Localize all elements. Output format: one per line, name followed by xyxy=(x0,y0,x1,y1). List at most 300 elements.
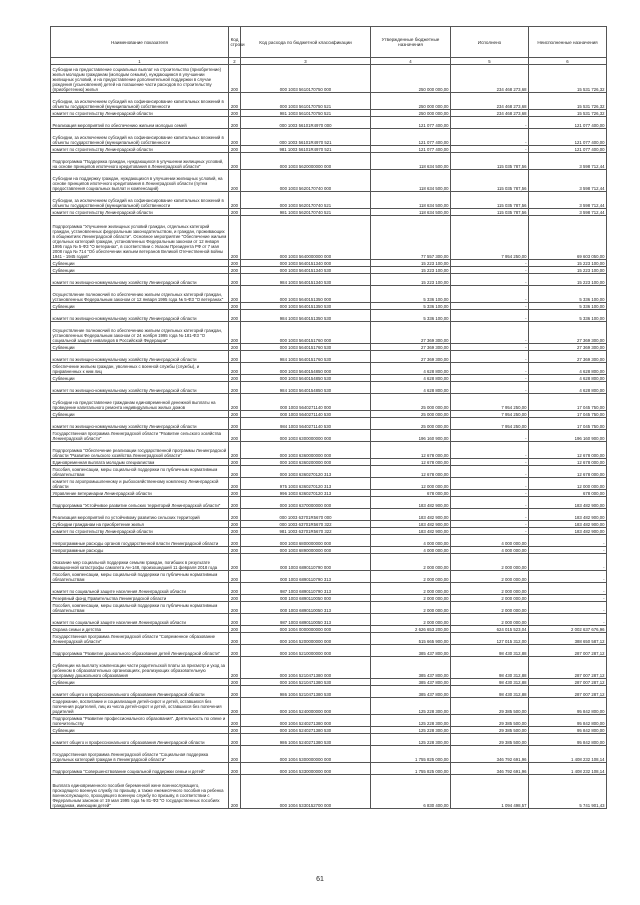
row-unexecuted-cell: 121 077 400,00 xyxy=(529,146,607,153)
row-kbk-cell: 000 1003 5640000000 000 xyxy=(241,216,371,260)
row-kbk-cell: 984 1003 5640271140 530 xyxy=(241,418,371,430)
row-code-cell: 200 xyxy=(229,686,241,698)
row-name-cell: Субсидии на предоставление гражданам единовременной денежной выплаты на проведение капитального ремонта индивидуальных жилых домов xyxy=(51,394,229,411)
column-number: 3 xyxy=(241,58,371,65)
row-name-cell: Субсидии, за исключением субсидий на софинансирование капитальных вложений в объекты государственной (муниципальной) собственности xyxy=(51,93,229,110)
row-kbk-cell: 000 1003 6890110050 313 xyxy=(241,602,371,614)
row-approved-cell: 77 557 300,00 xyxy=(371,216,451,260)
table-row xyxy=(51,521,607,528)
row-approved-cell: 250 000 000,00 xyxy=(371,93,451,110)
column-header-unexecuted: Неисполненные назначения xyxy=(529,27,607,58)
row-name-cell: Непрограммные расходы органов государственной власти Ленинградской области xyxy=(51,535,229,547)
table-row xyxy=(51,129,607,146)
row-executed-cell: - xyxy=(451,260,529,267)
row-code-cell: 200 xyxy=(229,466,241,478)
row-unexecuted-cell: 12 678 000,00 xyxy=(529,442,607,459)
row-code-cell: 200 xyxy=(229,679,241,686)
row-kbk-cell: 986 1004 5240271380 530 xyxy=(241,734,371,746)
table-row xyxy=(51,322,607,344)
row-kbk-cell: 000 1003 6890000000 000 xyxy=(241,547,371,554)
row-code-cell: 200 xyxy=(229,657,241,679)
row-approved-cell: 183 482 900,00 xyxy=(371,521,451,528)
row-code-cell: 200 xyxy=(229,322,241,344)
row-name-cell: комитет по строительству Ленинградской области xyxy=(51,110,229,117)
row-kbk-cell: 987 1003 6890110050 313 xyxy=(241,614,371,626)
row-unexecuted-cell: 15 531 726,32 xyxy=(529,110,607,117)
row-name-cell: Субвенции xyxy=(51,411,229,418)
row-unexecuted-cell: 5 336 100,00 xyxy=(529,303,607,310)
row-name-cell: Субвенции xyxy=(51,260,229,267)
row-executed-cell: - xyxy=(451,129,529,146)
row-unexecuted-cell: - xyxy=(529,547,607,554)
row-name-cell: Подпрограмма "Поддержка граждан, нуждающихся в улучшении жилищных условий, на основе принципов ипотечного кредитования в Ленинградской области" xyxy=(51,153,229,170)
row-kbk-cell: 000 1004 5240000000 000 xyxy=(241,698,371,715)
row-executed-cell: 7 954 250,00 xyxy=(451,216,529,260)
row-unexecuted-cell: 5 336 100,00 xyxy=(529,286,607,303)
row-unexecuted-cell: 69 603 050,00 xyxy=(529,216,607,260)
row-executed-cell: 624 015 523,04 xyxy=(451,626,529,633)
row-code-cell: 200 xyxy=(229,626,241,633)
row-approved-cell: 121 077 400,00 xyxy=(371,117,451,129)
row-code-cell: 200 xyxy=(229,583,241,595)
row-executed-cell: 1 094 498,57 xyxy=(451,775,529,809)
row-approved-cell: 4 000 000,00 xyxy=(371,547,451,554)
table-row xyxy=(51,344,607,351)
row-executed-cell: - xyxy=(451,382,529,394)
column-number: 1 xyxy=(51,58,229,65)
row-kbk-cell: 984 1003 5640151760 530 xyxy=(241,351,371,363)
row-kbk-cell: 000 1003 6300000000 000 xyxy=(241,430,371,442)
table-row xyxy=(51,153,607,170)
row-approved-cell: 12 678 000,00 xyxy=(371,466,451,478)
row-approved-cell: 250 000 000,00 xyxy=(371,110,451,117)
row-name-cell: комитет по социальной защите населения Ленинградской области xyxy=(51,583,229,595)
table-row xyxy=(51,430,607,442)
row-executed-cell: 98 430 312,88 xyxy=(451,686,529,698)
row-unexecuted-cell: 183 482 900,00 xyxy=(529,497,607,509)
row-unexecuted-cell: 183 482 900,00 xyxy=(529,521,607,528)
row-name-cell: Субвенции xyxy=(51,727,229,734)
column-header-kbk: Код расхода по бюджетной классификации xyxy=(241,27,371,58)
row-code-cell: 200 xyxy=(229,411,241,418)
row-name-cell: Пособия, компенсации, меры социальной поддержки по публичным нормативным обязательствам xyxy=(51,602,229,614)
row-executed-cell: 115 035 787,56 xyxy=(451,170,529,192)
row-kbk-cell: 000 1003 6890110050 000 xyxy=(241,595,371,602)
row-name-cell: Подпрограмма "Развитие профессионального образования". Деятельность по опеке и попечительству xyxy=(51,715,229,727)
column-number: 5 xyxy=(451,58,529,65)
row-executed-cell: 7 954 250,00 xyxy=(451,411,529,418)
row-code-cell: 200 xyxy=(229,521,241,528)
row-kbk-cell: 000 1003 6890110790 313 xyxy=(241,571,371,583)
row-executed-cell: 29 385 500,00 xyxy=(451,734,529,746)
row-approved-cell: 12 000 000,00 xyxy=(371,478,451,490)
row-unexecuted-cell: 15 223 100,00 xyxy=(529,260,607,267)
row-unexecuted-cell: - xyxy=(529,535,607,547)
row-kbk-cell: 000 1003 5640151350 530 xyxy=(241,303,371,310)
row-approved-cell: 12 678 000,00 xyxy=(371,442,451,459)
row-code-cell: 200 xyxy=(229,110,241,117)
row-executed-cell: - xyxy=(451,466,529,478)
row-code-cell: 200 xyxy=(229,117,241,129)
row-executed-cell: - xyxy=(451,430,529,442)
table-row xyxy=(51,554,607,571)
row-kbk-cell: 996 1003 6360270120 313 xyxy=(241,490,371,497)
table-body xyxy=(51,65,607,809)
row-name-cell: Субсидии гражданам на приобретение жилья xyxy=(51,521,229,528)
row-code-cell: 200 xyxy=(229,375,241,382)
row-executed-cell: - xyxy=(451,351,529,363)
row-approved-cell: 118 634 500,00 xyxy=(371,170,451,192)
page-number: 61 xyxy=(316,876,324,883)
table-row xyxy=(51,192,607,209)
row-name-cell: Реализация мероприятий по обеспечению жильем молодых семей xyxy=(51,117,229,129)
row-kbk-cell: 000 1003 63701R5670 000 xyxy=(241,509,371,521)
row-approved-cell: 250 000 000,00 xyxy=(371,65,451,93)
row-name-cell: Субвенции xyxy=(51,267,229,274)
row-executed-cell: 7 954 250,00 xyxy=(451,418,529,430)
row-executed-cell: 127 015 312,00 xyxy=(451,633,529,645)
row-code-cell: 200 xyxy=(229,554,241,571)
row-approved-cell: 121 077 400,00 xyxy=(371,129,451,146)
row-code-cell: 200 xyxy=(229,430,241,442)
row-unexecuted-cell: 5 741 901,43 xyxy=(529,775,607,809)
row-unexecuted-cell: 4 628 800,00 xyxy=(529,375,607,382)
row-unexecuted-cell: 3 598 712,44 xyxy=(529,153,607,170)
row-executed-cell: 115 035 787,56 xyxy=(451,153,529,170)
row-kbk-cell: 000 1003 56101R4970 521 xyxy=(241,129,371,146)
row-executed-cell: - xyxy=(451,442,529,459)
row-kbk-cell: 000 1003 5620170740 521 xyxy=(241,192,371,209)
row-unexecuted-cell: 3 598 712,44 xyxy=(529,192,607,209)
table-row xyxy=(51,110,607,117)
table-row xyxy=(51,715,607,727)
row-executed-cell: 234 468 273,68 xyxy=(451,65,529,93)
row-approved-cell: 2 000 000,00 xyxy=(371,583,451,595)
row-unexecuted-cell: 27 369 300,00 xyxy=(529,344,607,351)
table-row xyxy=(51,602,607,614)
table-row xyxy=(51,497,607,509)
row-code-cell: 200 xyxy=(229,595,241,602)
row-unexecuted-cell: 196 160 900,00 xyxy=(529,430,607,442)
row-unexecuted-cell: 15 531 726,32 xyxy=(529,65,607,93)
table-row xyxy=(51,528,607,535)
row-executed-cell: 346 792 691,96 xyxy=(451,763,529,775)
row-kbk-cell: 000 1003 5640271140 530 xyxy=(241,411,371,418)
table-row xyxy=(51,216,607,260)
row-unexecuted-cell: 27 369 300,00 xyxy=(529,351,607,363)
table-row xyxy=(51,209,607,216)
row-name-cell: комитет по социальной защите населения Ленинградской области xyxy=(51,614,229,626)
table-row xyxy=(51,363,607,375)
row-unexecuted-cell: 2 002 637 676,96 xyxy=(529,626,607,633)
row-name-cell: Содержание, воспитание и социализация детей-сирот и детей, оставшихся без попечения родителей, лиц из числа детей-сирот и детей, оставшихся без попечения родителей xyxy=(51,698,229,715)
row-approved-cell: 5 336 100,00 xyxy=(371,286,451,303)
table-row xyxy=(51,657,607,679)
row-kbk-cell: 000 1003 5610170750 521 xyxy=(241,93,371,110)
row-kbk-cell: 000 1003 5640271140 000 xyxy=(241,394,371,411)
row-code-cell: 200 xyxy=(229,274,241,286)
row-kbk-cell: 000 1003 6360000000 000 xyxy=(241,442,371,459)
table-row xyxy=(51,382,607,394)
row-unexecuted-cell: 12 678 000,00 xyxy=(529,466,607,478)
row-kbk-cell: 000 1003 56101R4970 000 xyxy=(241,117,371,129)
row-executed-cell: 98 430 312,88 xyxy=(451,645,529,657)
row-name-cell: комитет по агропромышленному и рыбохозяйственному комплексу Ленинградской области xyxy=(51,478,229,490)
row-approved-cell: 4 628 800,00 xyxy=(371,375,451,382)
row-unexecuted-cell: 15 223 100,00 xyxy=(529,274,607,286)
budget-report-sheet xyxy=(50,26,606,809)
row-unexecuted-cell: 17 045 750,00 xyxy=(529,411,607,418)
row-code-cell: 200 xyxy=(229,497,241,509)
table-row xyxy=(51,117,607,129)
row-executed-cell: - xyxy=(451,459,529,466)
row-unexecuted-cell: 15 531 726,32 xyxy=(529,93,607,110)
row-code-cell: 200 xyxy=(229,351,241,363)
row-approved-cell: 183 482 900,00 xyxy=(371,528,451,535)
row-executed-cell: - xyxy=(451,490,529,497)
row-approved-cell: 183 482 900,00 xyxy=(371,497,451,509)
table-row xyxy=(51,459,607,466)
row-executed-cell: 2 000 000,00 xyxy=(451,554,529,571)
row-name-cell: комитет по строительству Ленинградской области xyxy=(51,146,229,153)
row-name-cell: Субсидии, за исключением субсидий на софинансирование капитальных вложений в объекты государственной (муниципальной) собственности xyxy=(51,192,229,209)
row-kbk-cell: 000 1003 5640151760 530 xyxy=(241,344,371,351)
table-row xyxy=(51,490,607,497)
row-unexecuted-cell: 678 000,00 xyxy=(529,490,607,497)
row-code-cell: 200 xyxy=(229,633,241,645)
row-code-cell: 200 xyxy=(229,129,241,146)
table-row xyxy=(51,351,607,363)
row-kbk-cell: 000 1003 6890110790 000 xyxy=(241,554,371,571)
row-executed-cell: - xyxy=(451,310,529,322)
row-kbk-cell: 000 1004 5210471380 000 xyxy=(241,657,371,679)
row-executed-cell: - xyxy=(451,303,529,310)
row-kbk-cell: 000 1003 5640151350 000 xyxy=(241,286,371,303)
row-approved-cell: 2 000 000,00 xyxy=(371,571,451,583)
row-code-cell: 200 xyxy=(229,267,241,274)
row-approved-cell: 125 228 300,00 xyxy=(371,715,451,727)
row-approved-cell: 27 369 300,00 xyxy=(371,322,451,344)
row-approved-cell: 4 628 800,00 xyxy=(371,363,451,375)
table-row xyxy=(51,478,607,490)
table-row xyxy=(51,535,607,547)
row-name-cell: Пособия, компенсации, меры социальной поддержки по публичным нормативным обязательствам xyxy=(51,466,229,478)
row-unexecuted-cell: 12 000 000,00 xyxy=(529,478,607,490)
row-approved-cell: 25 000 000,00 xyxy=(371,411,451,418)
row-kbk-cell: 986 1004 5210471380 530 xyxy=(241,686,371,698)
row-code-cell: 200 xyxy=(229,153,241,170)
row-unexecuted-cell: 287 007 287,12 xyxy=(529,645,607,657)
row-unexecuted-cell: 15 223 100,00 xyxy=(529,267,607,274)
row-name-cell: Подпрограмма "Обеспечение реализации государственной программы Ленинградской области "Развитие сельского хозяйства Ленинградской области" xyxy=(51,442,229,459)
row-unexecuted-cell: 3 598 712,44 xyxy=(529,209,607,216)
row-executed-cell: 29 385 500,00 xyxy=(451,698,529,715)
row-executed-cell: - xyxy=(451,322,529,344)
row-kbk-cell: 000 1004 5210000000 000 xyxy=(241,645,371,657)
table-row xyxy=(51,571,607,583)
row-approved-cell: 5 336 100,00 xyxy=(371,310,451,322)
row-kbk-cell: 981 1003 5620170740 521 xyxy=(241,209,371,216)
table-row xyxy=(51,633,607,645)
table-row xyxy=(51,727,607,734)
table-row xyxy=(51,775,607,809)
column-header-executed: Исполнено xyxy=(451,27,529,58)
row-executed-cell: 346 792 691,96 xyxy=(451,746,529,763)
row-approved-cell: 27 369 300,00 xyxy=(371,351,451,363)
row-executed-cell: 7 954 250,00 xyxy=(451,394,529,411)
row-executed-cell: 29 385 500,00 xyxy=(451,727,529,734)
row-code-cell: 200 xyxy=(229,490,241,497)
row-approved-cell: 4 000 000,00 xyxy=(371,535,451,547)
row-kbk-cell: 975 1003 6360270120 313 xyxy=(241,478,371,490)
row-kbk-cell: 000 1004 5300000000 000 xyxy=(241,746,371,763)
row-name-cell: Выплата единовременного пособия беременной жене военнослужащего, проходящего военную службу по призыву, а также ежемесячного пособия на ребенка военнослужащего, проходящего военную службу по призыву, в соответствии с Федеральным законом от 19 мая 1995 года № 81-ФЗ "О государственных пособиях гражданам, имеющим детей" xyxy=(51,775,229,809)
table-row xyxy=(51,509,607,521)
column-header-approved: Утвержденные бюджетные назначения xyxy=(371,27,451,58)
row-kbk-cell: 000 1003 5640151340 530 xyxy=(241,267,371,274)
column-number: 6 xyxy=(529,58,607,65)
row-unexecuted-cell: 95 842 800,00 xyxy=(529,727,607,734)
row-name-cell: Государственная программа Ленинградской области "Социальная поддержка отдельных категорий граждан в Ленинградской области" xyxy=(51,746,229,763)
row-name-cell: Единовременная выплата молодым специалистам xyxy=(51,459,229,466)
row-kbk-cell: 000 1003 5620000000 000 xyxy=(241,153,371,170)
row-unexecuted-cell: 1 408 232 108,14 xyxy=(529,746,607,763)
row-kbk-cell: 000 1003 5610170750 000 xyxy=(241,65,371,93)
row-unexecuted-cell: - xyxy=(529,583,607,595)
row-name-cell: Субвенции xyxy=(51,344,229,351)
row-name-cell: Реализация мероприятий по устойчивому развитию сельских территорий xyxy=(51,509,229,521)
row-code-cell: 200 xyxy=(229,645,241,657)
row-unexecuted-cell: 27 369 300,00 xyxy=(529,322,607,344)
row-name-cell: Подпрограмма "Улучшение жилищных условий граждан, отдельных категорий граждан, установленных федеральным законодательством, и граждан, проживающих в общежитиях Ленинградской области". Основное мероприятие "Обеспечение жильем отдельных категорий граждан, установленных Федеральным законом от 12 января 1995 года № 5-ФЗ "О ветеранах", в соответствии с Указом Президента РФ от 7 мая 2008 года № 714 "Об обеспечении жильем ветеранов Великой Отечественной войны 1941 - 1945 годов" xyxy=(51,216,229,260)
row-executed-cell: - xyxy=(451,344,529,351)
row-unexecuted-cell: 3 598 712,44 xyxy=(529,170,607,192)
row-unexecuted-cell: - xyxy=(529,554,607,571)
table-row xyxy=(51,375,607,382)
row-approved-cell: 25 000 000,00 xyxy=(371,418,451,430)
table-row xyxy=(51,679,607,686)
row-kbk-cell: 000 1003 5640154850 000 xyxy=(241,363,371,375)
row-executed-cell: 234 468 273,68 xyxy=(451,93,529,110)
row-name-cell: Субсидии на поддержку граждан, нуждающихся в улучшении жилищных условий, на основе принципов ипотечного кредитования в Ленинградской области (путем предоставления социальных выплат и компенсаций) xyxy=(51,170,229,192)
row-name-cell: комитет по жилищно-коммунальному хозяйству Ленинградской области xyxy=(51,418,229,430)
row-executed-cell: - xyxy=(451,528,529,535)
row-approved-cell: 118 634 500,00 xyxy=(371,209,451,216)
row-code-cell: 200 xyxy=(229,363,241,375)
row-unexecuted-cell: 17 045 750,00 xyxy=(529,418,607,430)
row-name-cell: Субвенции xyxy=(51,679,229,686)
row-executed-cell: - xyxy=(451,286,529,303)
row-unexecuted-cell: 121 077 400,00 xyxy=(529,117,607,129)
row-unexecuted-cell: 17 045 750,00 xyxy=(529,394,607,411)
row-code-cell: 200 xyxy=(229,344,241,351)
row-code-cell: 200 xyxy=(229,727,241,734)
row-name-cell: Подпрограмма "Совершенствование социальной поддержки семьи и детей" xyxy=(51,763,229,775)
row-unexecuted-cell: 4 628 800,00 xyxy=(529,382,607,394)
row-name-cell: комитет по жилищно-коммунальному хозяйству Ленинградской области xyxy=(51,310,229,322)
table-row xyxy=(51,734,607,746)
column-number-row xyxy=(51,58,607,65)
row-kbk-cell: 000 1004 5210471380 530 xyxy=(241,679,371,686)
row-name-cell: Управление ветеринарии Ленинградской области xyxy=(51,490,229,497)
table-row xyxy=(51,267,607,274)
row-code-cell: 200 xyxy=(229,394,241,411)
row-code-cell: 200 xyxy=(229,286,241,303)
table-row xyxy=(51,698,607,715)
row-executed-cell: - xyxy=(451,363,529,375)
column-number: 4 xyxy=(371,58,451,65)
row-unexecuted-cell: 95 842 800,00 xyxy=(529,715,607,727)
row-code-cell: 200 xyxy=(229,65,241,93)
table-row xyxy=(51,286,607,303)
row-code-cell: 200 xyxy=(229,170,241,192)
row-code-cell: 200 xyxy=(229,192,241,209)
row-name-cell: комитет по строительству Ленинградской области xyxy=(51,209,229,216)
row-code-cell: 200 xyxy=(229,528,241,535)
row-code-cell: 200 xyxy=(229,509,241,521)
row-name-cell: Осуществление полномочий по обеспечению жильем отдельных категорий граждан, установленных Федеральным законом от 24 ноября 1995 года № 181-ФЗ "О социальной защите инвалидов в Российской Федерации" xyxy=(51,322,229,344)
row-approved-cell: 515 665 900,00 xyxy=(371,633,451,645)
row-executed-cell: 234 468 273,68 xyxy=(451,110,529,117)
row-approved-cell: 678 000,00 xyxy=(371,490,451,497)
row-executed-cell: 115 035 787,56 xyxy=(451,192,529,209)
row-approved-cell: 6 830 400,00 xyxy=(371,775,451,809)
row-code-cell: 200 xyxy=(229,303,241,310)
table-row xyxy=(51,614,607,626)
row-kbk-cell: 000 1004 0000000000 000 xyxy=(241,626,371,633)
row-executed-cell: - xyxy=(451,521,529,528)
row-approved-cell: 1 755 825 000,00 xyxy=(371,746,451,763)
row-code-cell: 200 xyxy=(229,418,241,430)
row-name-cell: Субсидии, за исключением субсидий на софинансирование капитальных вложений в объекты государственной (муниципальной) собственности xyxy=(51,129,229,146)
row-executed-cell: - xyxy=(451,509,529,521)
row-kbk-cell: 984 1003 5640151350 530 xyxy=(241,310,371,322)
row-executed-cell: 2 000 000,00 xyxy=(451,571,529,583)
table-row xyxy=(51,418,607,430)
row-executed-cell: - xyxy=(451,267,529,274)
table-row xyxy=(51,303,607,310)
row-approved-cell: 5 336 100,00 xyxy=(371,303,451,310)
row-code-cell: 200 xyxy=(229,382,241,394)
row-executed-cell: 2 000 000,00 xyxy=(451,583,529,595)
row-name-cell: комитет по жилищно-коммунальному хозяйству Ленинградской области xyxy=(51,382,229,394)
row-code-cell: 200 xyxy=(229,602,241,614)
row-unexecuted-cell: 287 007 287,12 xyxy=(529,657,607,679)
row-kbk-cell: 000 1003 5640154850 530 xyxy=(241,375,371,382)
row-name-cell: Непрограммные расходы xyxy=(51,547,229,554)
row-unexecuted-cell: 183 482 900,00 xyxy=(529,509,607,521)
row-approved-cell: 125 228 300,00 xyxy=(371,727,451,734)
table-row xyxy=(51,310,607,322)
row-approved-cell: 121 077 400,00 xyxy=(371,146,451,153)
row-kbk-cell: 000 1004 5240271380 000 xyxy=(241,715,371,727)
table-row xyxy=(51,746,607,763)
row-name-cell: Субвенции на выплату компенсации части родительской платы за присмотр и уход за ребенком в образовательных организациях, реализующих образовательную программу дошкольного образования xyxy=(51,657,229,679)
row-kbk-cell: 000 1004 5330152700 000 xyxy=(241,775,371,809)
row-unexecuted-cell: 287 007 287,12 xyxy=(529,679,607,686)
row-code-cell: 200 xyxy=(229,715,241,727)
row-name-cell: Пособия, компенсации, меры социальной поддержки по публичным нормативным обязательствам xyxy=(51,571,229,583)
row-name-cell: Обеспечение жильем граждан, уволенных с военной службы (службы), и приравненных к ним лиц xyxy=(51,363,229,375)
row-name-cell: комитет общего и профессионального образования Ленинградской области xyxy=(51,686,229,698)
row-name-cell: комитет по жилищно-коммунальному хозяйству Ленинградской области xyxy=(51,274,229,286)
table-row xyxy=(51,274,607,286)
table-row xyxy=(51,260,607,267)
row-name-cell: комитет по жилищно-коммунальному хозяйству Ленинградской области xyxy=(51,351,229,363)
row-unexecuted-cell: - xyxy=(529,602,607,614)
row-kbk-cell: 981 1003 5610170750 521 xyxy=(241,110,371,117)
column-header-name: Наименование показателя xyxy=(51,27,229,58)
